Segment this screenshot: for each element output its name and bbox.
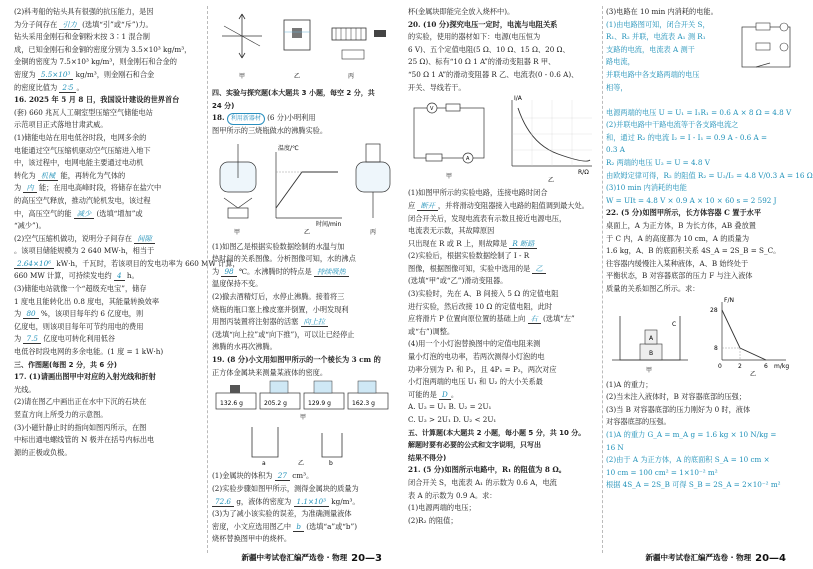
figure-lens xyxy=(222,14,262,80)
line: (3)小磁针静止时的指向如图丙所示，在图 xyxy=(14,422,147,432)
line: 和，通过 R₂ 的电流 I₂ = I - I₁ = 0.9 A - 0.6 A = xyxy=(606,132,768,142)
line: 闭合开关后，发现电流表有示数且接近电源电压， xyxy=(408,213,567,223)
line: 金铜的密度为 7.5×10³ kg/m³，则金刚石和合金的 xyxy=(14,57,177,67)
beakers xyxy=(252,427,342,467)
line: (1)A 的重力 G_A = m_A g = 1.6 kg × 10 N/kg = xyxy=(606,430,777,440)
line: (选填“向上拉”或“向下推”)，可以让已经停止 xyxy=(212,329,355,339)
footer-page-number: 20—3 xyxy=(351,552,382,564)
line: (1)由电路图可知，闭合开关 S， xyxy=(606,19,710,29)
line: 路电流， xyxy=(606,57,635,67)
x-tick-2: 2 xyxy=(738,362,742,370)
line: 18. 利用新器材 (6 分)小明利用 xyxy=(212,112,398,125)
line: 三、作图题(每图 2 分，共 6 分) xyxy=(14,360,117,369)
line: 烧杯替换图甲中的烧杯。 xyxy=(212,534,292,544)
line: 相等， xyxy=(606,82,628,92)
line: 解题时要有必要的公式和文字说明，只写出 xyxy=(408,441,541,450)
line: 开关、导线若干。 xyxy=(408,82,466,92)
left-footer xyxy=(242,551,382,567)
line: (3)电路在 10 min 内消耗的电能。 xyxy=(606,7,718,16)
line: 的密度比值为 2∶5 。 xyxy=(14,82,84,92)
line: (3)储能电站就像一个“超级充电宝”，储存 xyxy=(14,284,147,294)
line: (2)撤去酒精灯后，水停止沸腾。接着将三 xyxy=(212,292,345,302)
fig19-tag-jia: 甲 xyxy=(300,414,307,422)
x-tick-6: 6 xyxy=(764,362,768,370)
line: 五、计算题(本大题共 2 小题，每小题 5 分，共 10 分。 xyxy=(408,428,586,437)
column-divider xyxy=(207,6,208,553)
line: 20. (10 分)探究电压一定时，电流与电阻关系 xyxy=(408,19,558,29)
fig19-tag-yi: 乙 xyxy=(298,460,305,468)
footer-title: 新疆中考试卷汇编严选卷 · 物理 xyxy=(645,553,752,563)
container-diagram xyxy=(612,316,688,374)
graph-i-axis: I/A xyxy=(514,95,522,103)
line: R₁、R₂ 并联，电流表 A₁ 测 R₁ xyxy=(606,32,706,42)
line: 小灯泡两端的电压 U₁ 和 U₂ 的大小关系最 xyxy=(408,377,543,387)
line: 电能通过空气压缩机驱动空气压缩进入地下 xyxy=(14,145,151,155)
x-tick-0: 0 xyxy=(718,362,722,370)
line: 烧瓶的瓶口塞上橡皮塞并倒置，小明发现利 xyxy=(212,304,349,314)
line: (3)为了减小该实验的误差，为准确测量液体 xyxy=(212,509,352,519)
figure-coil xyxy=(332,28,386,80)
line: 结果不得分) xyxy=(408,453,447,462)
boiling-setup-bing xyxy=(356,144,390,236)
line: 。该项目储能规模为 2 640 MW·h，相当于 xyxy=(14,246,155,256)
scale-reading-1: 132.6 g xyxy=(220,400,243,408)
line: 为 98 ℃。水沸腾时的特点是 持续吸热 xyxy=(212,266,398,279)
line: 可能的是 D 。 xyxy=(408,389,459,399)
line: 示范项目正式落地甘肃武威。 xyxy=(14,120,108,130)
fig18-tag-jia: 甲 xyxy=(234,228,241,236)
q17-figures xyxy=(212,6,398,84)
scale-row xyxy=(216,381,388,421)
line: 6 V)、五个定值电阻(5 Ω、10 Ω、15 Ω、20 Ω、 xyxy=(408,44,570,54)
line: “50 Ω 1 A”的滑动变阻器 R 乙、电流表(0 - 0.6 A)、 xyxy=(408,69,579,79)
line: 中标出通电螺线管的 N 极并在括号内标出电 xyxy=(14,435,155,445)
q21-circuit xyxy=(736,19,796,79)
line: 1.6 kg，A、B 的底面积关系 4S_A = 2S_B = S_C。 xyxy=(606,246,781,256)
line: 温度保持不变。 xyxy=(212,279,263,289)
line: 应将滑片 P 位置向原位置的基础上向 右 (选填“左” xyxy=(408,314,575,324)
line: (1)电源两端的电压； xyxy=(408,503,476,513)
line: (3)当 B 对容器底部的压力刚好为 0 时，液体 xyxy=(606,404,751,414)
y-tick-28: 28 xyxy=(710,306,718,314)
line: 源的正极或负极。 xyxy=(14,447,72,457)
svg-text:A: A xyxy=(466,156,470,163)
line: 10 cm = 100 cm² = 1×10⁻² m² xyxy=(606,467,718,477)
line: 沸腾的水再次沸腾。 xyxy=(212,342,277,352)
line: (2)实验后，根据实验数据绘制了 I - R xyxy=(408,251,530,261)
fig18-tag-yi: 乙 xyxy=(304,228,311,236)
line: 平衡状态，B 对容器底部的压力 F 与注入液体 xyxy=(606,271,753,281)
box-a-label: A xyxy=(649,334,654,342)
line: (2)请在图乙中画出正在水中下沉的石块在 xyxy=(14,397,147,407)
svg-text:V: V xyxy=(430,106,434,113)
right-col-1 xyxy=(408,6,600,527)
line: 密度为 5.5×10³ kg/m³，则金刚石和合金 xyxy=(14,69,155,79)
line: (2)空气压缩机做功，说明分子间存在 间隙 xyxy=(14,233,204,246)
right-page xyxy=(400,0,813,569)
line: W = UIt = 4.8 V × 0.9 A × 10 × 60 s = 2 592 J xyxy=(606,195,777,205)
beaker-a-label: a xyxy=(262,460,266,468)
line: 根据 4S_A = 2S_B 可得 S_B = 2S_A = 2×10⁻² m² xyxy=(606,480,781,490)
box-c-label: C xyxy=(672,320,677,328)
fig18-tag-bing: 丙 xyxy=(370,228,377,236)
q21-solution-block xyxy=(606,19,796,107)
q18-figures xyxy=(212,138,398,238)
footer-title: 新疆中考试卷汇编严选卷 · 物理 xyxy=(241,553,348,563)
line: 16 N xyxy=(606,442,624,452)
line: (2)R₂ 的阻值； xyxy=(408,515,458,525)
line: 竖直方向上所受力的示意图。 xyxy=(14,410,108,419)
line: 的高压空气释放，推动汽轮机发电，该过程 xyxy=(14,195,151,205)
line: 往容器内缓慢注入某种液体，A、B 始终处于 xyxy=(606,258,749,268)
line: 19. (8 分)小文用如图甲所示的一个棱长为 3 cm 的 xyxy=(212,355,381,365)
fig-tag-bing: 丙 xyxy=(348,73,355,80)
line: (1)A 的重力； xyxy=(606,379,653,389)
line: 16. 2025 年 5 月 8 日，我国设计建设的世界首台 xyxy=(14,95,180,105)
line: (1)如图乙是根据实验数据绘制的水温与加 xyxy=(212,241,345,251)
boiling-setup-jia xyxy=(220,144,256,236)
beaker-b-label: b xyxy=(329,460,333,468)
line: 72.6 g，液体的密度为 1.1×10³ kg/m³。 xyxy=(212,496,398,509)
line: 660 MW 计算，可持续发电约 4 h。 xyxy=(14,271,139,281)
line: (1)金属块的体积为 27 cm³。 xyxy=(212,471,314,481)
line: C. U₂ > 2U₁ D. U₂ < 2U₁ xyxy=(408,415,497,424)
line: 24 分) xyxy=(212,101,235,110)
fig22-tag-yi: 乙 xyxy=(750,370,757,378)
line: 四、实验与探究题(本大题共 3 小题，每空 2 分，共 xyxy=(212,89,375,98)
line: (2)当未注入液体时，B 对容器底部的压强； xyxy=(606,392,746,402)
line: (2)由于 A 为正方体，A 的底面积 S_A = 10 cm × xyxy=(606,455,770,465)
line: 桌面上，A 为正方体，B 为长方体，AB 叠放置 xyxy=(606,220,756,230)
fig-tag-jia: 甲 xyxy=(239,73,246,80)
scale-reading-4: 162.3 g xyxy=(352,400,375,408)
right-col-2 xyxy=(606,6,813,492)
line: 对容器底部的压强。 xyxy=(606,417,671,427)
line: 杯(金属块即能完全放入烧杯中)。 xyxy=(408,7,515,16)
line: A. U₂ = U₁ B. U₂ = 2U₁ xyxy=(408,402,492,412)
line: (4)用一个小灯泡替换图中的定值电阻来测 xyxy=(408,339,541,349)
line: 用图丙装置将注射器的活塞 向上拉 xyxy=(212,316,398,329)
line: 1 度电且能转化出 0.8 度电，其能量转换效率 xyxy=(14,296,160,306)
graph-y-axis-label: 温度/℃ xyxy=(278,144,299,152)
line: (2)实验步骤如图甲所示，测得金属块的质量为 xyxy=(212,483,359,493)
line: (1)储能电站在用电低谷时段，电网多余的 xyxy=(14,132,147,142)
line: 为 内 能；在用电高峰时段，将储存在盐穴中 xyxy=(14,183,162,193)
line: 中，该过程中，电网电能主要通过电动机 xyxy=(14,158,144,168)
line: 为分子间存在 引力 (选填“引”或“斥”)力。 xyxy=(14,19,153,29)
line: 25 Ω)、标有“10 Ω 1 A”的滑动变阻器 R 甲、 xyxy=(408,57,556,67)
box-b-label: B xyxy=(649,349,654,357)
line: 电流表无示数，其故障原因 xyxy=(408,226,495,236)
line: 转化为 机械 能，再转化为气体的 xyxy=(14,170,126,180)
graph-x-axis-label: 时间/min xyxy=(316,220,342,228)
line: (1)如图甲所示的实验电路，连接电路时闭合 xyxy=(408,188,548,198)
figure-block xyxy=(284,20,310,80)
left-col-2 xyxy=(212,6,398,546)
column-divider xyxy=(602,6,603,553)
line: 质量的关系如图乙所示。求： xyxy=(606,283,700,293)
line: (3)10 min 内消耗的电能 xyxy=(606,183,687,193)
line: 图甲所示的三烧瓶做水的沸腾实验。 xyxy=(212,125,328,135)
graph-r-axis: R/Ω xyxy=(578,169,589,177)
line: “减少”)。 xyxy=(14,221,46,231)
line: 电源两端的电压 U = U₁ = I₁R₁ = 0.6 A × 8 Ω = 4.8 V xyxy=(606,107,792,117)
line: 为 7.5 亿度电可转化利用低谷 xyxy=(14,334,116,344)
line: 光线。 xyxy=(14,384,36,394)
line: (选填“甲”或“乙”)滑动变阻器。 xyxy=(408,276,508,286)
line: 0.3 A xyxy=(606,145,625,155)
line: 支路的电流，电流表 A 测干 xyxy=(606,44,695,54)
line: 图像，根据图像可知，实验中选用的是 乙 xyxy=(408,263,600,276)
line: 闭合开关 S，电流表 A₁ 的示数为 0.6 A，电流 xyxy=(408,477,557,487)
fig20-tag-jia: 甲 xyxy=(446,173,453,181)
line: 进行实验，然后改接 10 Ω 的定值电阻，此时 xyxy=(408,301,553,311)
q20-figures xyxy=(408,94,600,184)
line: 的实验，使用的器材如下：电源(电压恒为 xyxy=(408,32,541,42)
line: 2.64×10⁶ kW·h，千瓦时，若该项目的发电功率为 660 MW 计算， xyxy=(14,258,204,271)
scale-reading-2: 205.2 g xyxy=(264,400,287,408)
line: 于 C 内，A 的高度都为 10 cm，A 的质量为 xyxy=(606,233,750,243)
y-tick-8: 8 xyxy=(714,344,718,352)
line: 表 A 的示数为 0.9 A。求： xyxy=(408,490,497,500)
fig20-tag-yi: 乙 xyxy=(548,177,555,185)
line: 热时间的关系图像。分析图像可知，水的沸点 xyxy=(212,254,356,264)
line: 或“右”)调整。 xyxy=(408,326,455,336)
left-page xyxy=(0,0,400,569)
circuit-diagram xyxy=(414,103,484,180)
line: 应 断开 ，并将滑动变阻器接入电路的阻值调到最大处。 xyxy=(408,200,589,210)
line: 为 80 %，该项目每年约 6 亿度电，则 xyxy=(14,309,144,319)
line: 量小灯泡的电功率，若两次测得小灯泡的电 xyxy=(408,352,545,362)
line: 由欧姆定律可得，R₂ 的阻值 R₂ = U₂/I₂ = 4.8 V/0.3 A = 16 Ω xyxy=(606,170,813,180)
line: 22. (5 分)如图甲所示，长方体容器 C 置于水平 xyxy=(606,208,762,218)
scale-reading-3: 129.9 g xyxy=(308,400,331,408)
current-resistance-graph xyxy=(512,95,592,184)
line: 21. (5 分)如图所示电路中，R₁ 的阻值为 8 Ω。 xyxy=(408,465,566,475)
graph-f-axis: F/N xyxy=(724,296,734,304)
q22-figures xyxy=(606,296,796,376)
q19-figures xyxy=(212,379,398,467)
line: 并联电路中各支路两端的电压 xyxy=(606,69,700,79)
footer-page-number: 20—4 xyxy=(755,552,786,564)
temperature-graph xyxy=(276,144,342,236)
line: (2)科考船的钻头具有很强的抗压能力，是因 xyxy=(14,7,154,16)
line: 成，已知金刚石和金铜的密度分别为 3.5×10³ kg/m³， xyxy=(14,44,192,54)
fig-tag-yi: 乙 xyxy=(294,73,301,80)
line: 只出现在 R 或 R 上，则故障是 R 断路 xyxy=(408,238,600,251)
line: 电低谷时段电网的多余电能。(1 度 = 1 kW·h) xyxy=(14,347,164,357)
fig22-tag-jia: 甲 xyxy=(646,366,653,374)
line: 17. (1)请画出图甲中对应的入射光线和折射 xyxy=(14,372,156,382)
line: 中，高压空气的能 减少 (选填“增加”或 xyxy=(14,208,143,218)
line: (3)实验时，先在 A、B 间接入 5 Ω 的定值电阻 xyxy=(408,289,559,299)
line: 正方体金属块来测量某液体的密度。 xyxy=(212,367,328,377)
line: 密度，小文应选用图乙中 b (选填“a”或“b”) xyxy=(212,521,358,531)
line: (2)并联电路中干路电流等于各支路电流之 xyxy=(606,120,739,130)
line: 功率分别为 P₁ 和 P₂，且 4P₁ = P₂，两次对应 xyxy=(408,364,557,374)
line: R₂ 两端的电压 U₂ = U = 4.8 V xyxy=(606,157,710,167)
line: 亿度电，则该项目每年可节约用电的费用 xyxy=(14,321,144,331)
new-equipment-badge: 利用新器材 xyxy=(227,113,265,124)
right-footer xyxy=(646,551,786,567)
line: (套) 660 兆瓦人工硐室型压缩空气储能电站 xyxy=(14,107,153,117)
graph-m-axis: m/kg xyxy=(774,362,790,370)
line: 钻头采用金刚石和金铜粉末按 3∶1 混合制 xyxy=(14,32,150,42)
force-mass-graph xyxy=(710,297,789,378)
